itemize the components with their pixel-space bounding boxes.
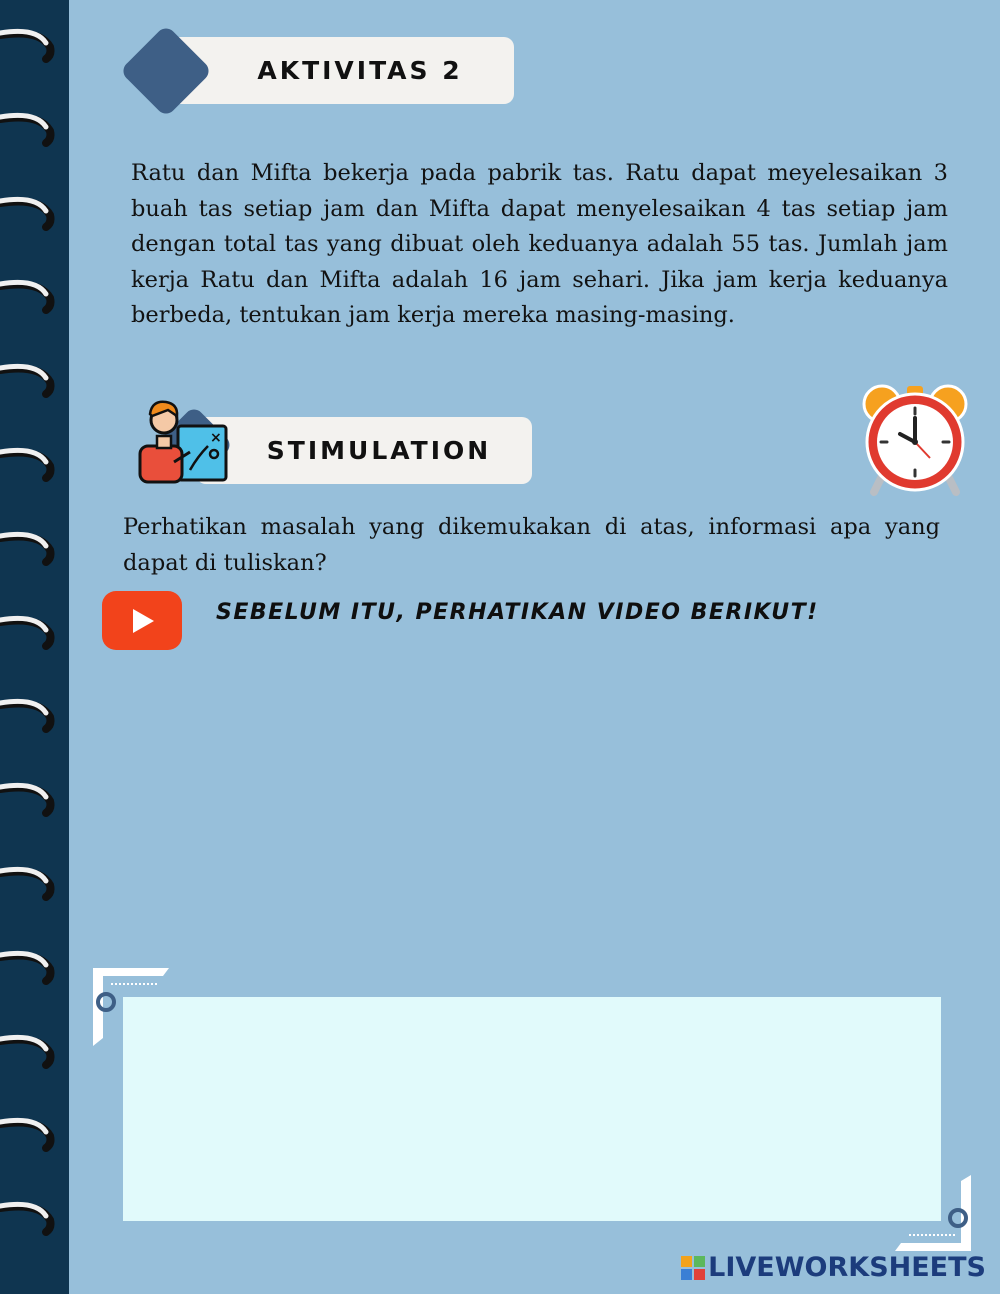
spiral-ring [0, 1198, 62, 1238]
spiral-ring [0, 193, 62, 233]
spiral-ring [0, 1031, 62, 1071]
spiral-ring [0, 360, 62, 400]
stimulation-title: STIMULATION [266, 436, 492, 465]
spiral-ring [0, 947, 62, 987]
spiral-ring [0, 528, 62, 568]
video-instruction: SEBELUM ITU, PERHATIKAN VIDEO BERIKUT! [216, 600, 819, 625]
spiral-ring [0, 779, 62, 819]
teacher-strategy-icon [138, 396, 230, 486]
stimulation-question: Perhatikan masalah yang dikemukakan di atas, informasi apa yang dapat di tuliskan? [123, 514, 940, 576]
spiral-ring [0, 444, 62, 484]
activity-title: AKTIVITAS 2 [257, 56, 463, 85]
spiral-ring [0, 863, 62, 903]
stimulation-title-banner [196, 417, 532, 484]
spiral-ring [0, 276, 62, 316]
youtube-play-button[interactable] [102, 591, 182, 650]
corner-decoration-bottom-right [895, 1175, 975, 1255]
spiral-ring [0, 109, 62, 149]
spiral-ring [0, 1114, 62, 1154]
play-icon [127, 606, 157, 636]
problem-text: Ratu dan Mifta bekerja pada pabrik tas. Ratu dapat meyelesaikan 3 buah tas setiap jam dan Mifta dapat menyelesaikan 4 tas setiap jam dengan total tas yang dibuat oleh keduanya adalah 55 tas. Jumlah jam kerja Ratu dan Mifta adalah 16 jam sehari. Jika jam kerja keduanya berbeda, tentukan jam kerja mereka masing-masing. [131, 160, 948, 328]
liveworksheets-text: LIVEWORKSHEETS [708, 1252, 986, 1283]
liveworksheets-logo-icon [681, 1256, 705, 1280]
liveworksheets-logo [681, 1252, 986, 1283]
alarm-clock-icon [860, 380, 970, 498]
answer-input-area[interactable] [123, 997, 941, 1221]
spiral-ring [0, 25, 62, 65]
spiral-ring [0, 695, 62, 735]
spiral-ring [0, 612, 62, 652]
svg-text:×: × [210, 430, 222, 446]
activity-title-banner [170, 37, 514, 104]
